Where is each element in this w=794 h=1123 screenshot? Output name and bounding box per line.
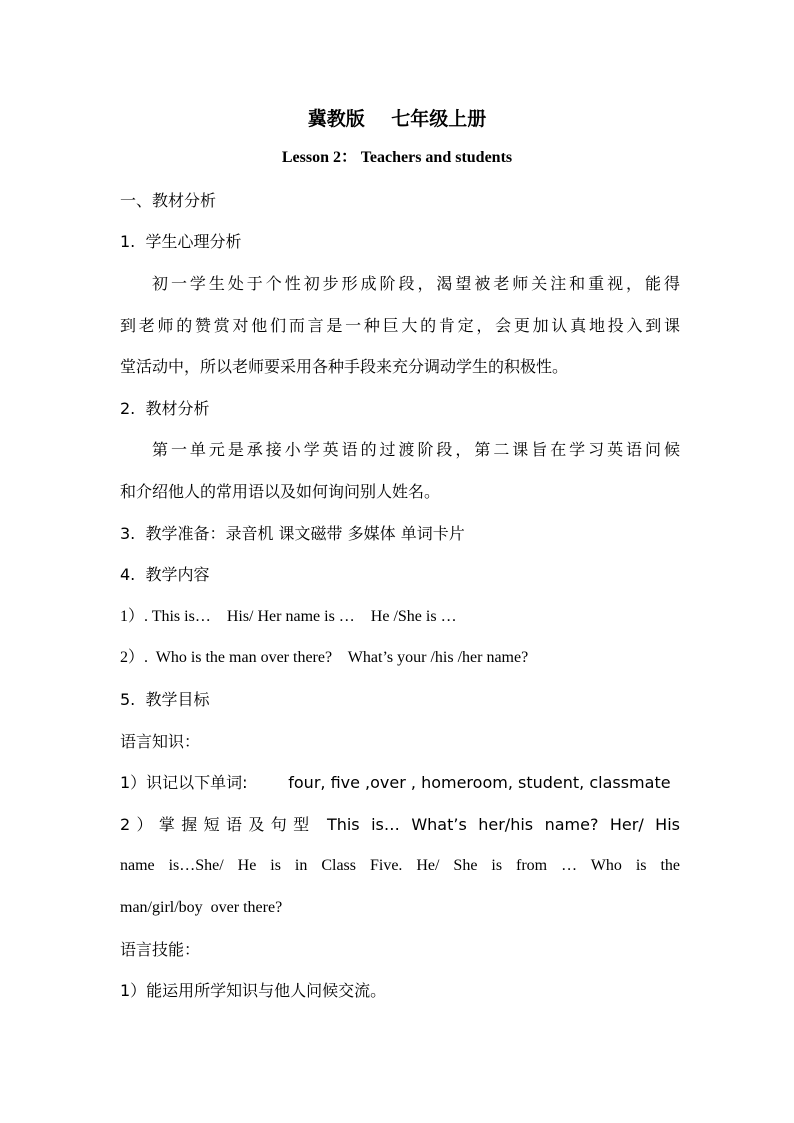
subheading-psychology: 1. 学生心理分析 [120,232,242,251]
subheading-content: 4. 教学内容 [120,565,210,584]
objective-item: 1）识记以下单词: four, five ,over , homeroom, student, classmate [120,773,671,792]
subheading-objectives: 5. 教学目标 [120,690,210,709]
section-heading-analysis: 一、教材分析 [120,191,217,210]
content-item: 1）. This is… His/ Her name is … He /She is … [120,608,457,625]
content-item: 2）. Who is the man over there? What’s your /his /her name? [120,649,529,666]
subheading-material: 2. 教材分析 [120,399,210,418]
skill-item: 1）能运用所学知识与他人问候交流。 [120,981,387,1000]
subheading-preparation: 3. 教学准备：录音机 课文磁带 多媒体 单词卡片 [120,524,465,543]
paragraph-line: 第一单元是承接小学英语的过渡阶段，第二课旨在学习英语问候 [152,440,680,459]
objective-continuation: name is…She/ He is in Class Five. He/ She is from … Who is the [120,857,680,874]
paragraph-line: 初一学生处于个性初步形成阶段，渴望被老师关注和重视，能得 [152,274,680,293]
paragraph-line: 堂活动中，所以老师要采用各种手段来充分调动学生的积极性。 [120,357,569,376]
paragraph-line: 和介绍他人的常用语以及如何询问别人姓名。 [120,482,441,501]
lesson-subtitle: Lesson 2： Teachers and students [281,149,513,166]
label-language-knowledge: 语言知识： [120,732,201,751]
paragraph-line: 到老师的赞赏对他们而言是一种巨大的肯定，会更加认真地投入到课 [120,316,680,335]
document-title: 冀教版 七年级上册 [307,108,487,130]
objective-item: 2）掌握短语及句型 This is… What’s her/his name? Her/ His [120,815,680,834]
objective-continuation: man/girl/boy over there? [120,899,283,916]
label-language-skills: 语言技能： [120,940,201,959]
